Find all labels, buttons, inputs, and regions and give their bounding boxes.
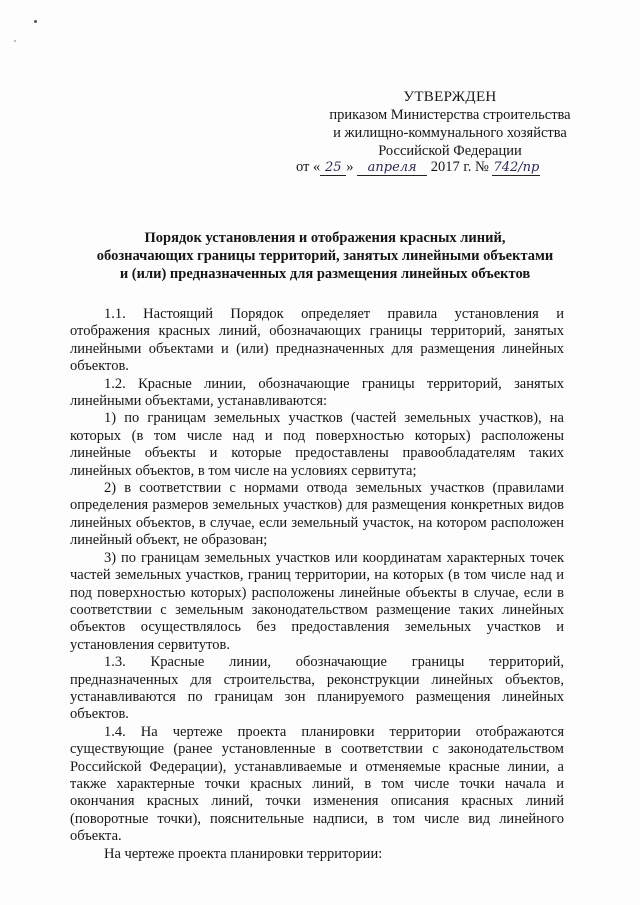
- title-line-1: Порядок установления и отображения красных линий,: [144, 230, 506, 246]
- paragraph-1-4: 1.4. На чертеже проекта планировки территории отображаются существующие (ранее установленные в соответствии с законодательством Российской Федерации), устанавливаемые и отменяемые красные линии, а также характерные точки красных линий, в том числе точки начала и окончания красных линий, точки изменения описания красных линий (поворотные точки), пояснительные надписи, в том числе вид линейного объекта.: [70, 723, 564, 845]
- paragraph-item-2: 2) в соответствии с нормами отвода земельных участков (правилами определения размеров земельных участков) для размещения конкретных видов линейных объектов, в случае, если земельный участок, на котором расположен линейный объект, не образован;: [70, 480, 564, 549]
- paragraph-drawing-intro: На чертеже проекта планировки территории:: [104, 845, 383, 862]
- document-body: [70, 306, 564, 863]
- paragraph-item-3: 3) по границам земельных участков или координатам характерных точек частей земельных участков, границ территории, на которых (в том числе над и под поверхностью которых) расположены линейные объекты в случае, если в соответствии с земельным законодательством размещение таких линейных объектов осуществлялось без предоставления земельных участков и установления сервитутов.: [70, 549, 564, 653]
- approval-heading: УТВЕРЖДЕН: [403, 89, 497, 105]
- order-number-handwritten: 742/пр: [493, 160, 540, 175]
- approval-line-housing: и жилищно-коммунального хозяйства: [333, 125, 567, 141]
- paragraph-item-1: 1) по границам земельных участков (частей земельных участков), на которых (в том числе над и под поверхностью которых) расположены линейные объекты и которые предоставлены правообладателям таких линейных объектов, в том числе на условиях сервитута;: [70, 410, 564, 479]
- scan-speck: [14, 40, 16, 42]
- title-line-3: и (или) предназначенных для размещения линейных объектов: [119, 266, 531, 282]
- order-day-field: [320, 160, 346, 176]
- order-year-label: 2017 г. №: [430, 159, 489, 175]
- paragraph-1-3: 1.3. Красные линии, обозначающие границы территорий, предназначенных для строительства, реконструкции линейных объектов, устанавливаются по границам зон планируемого размещения линейных объектов.: [70, 654, 564, 723]
- order-date-number-line: [296, 158, 616, 176]
- scan-speck: [34, 20, 37, 23]
- order-month-handwritten: апреля: [367, 160, 417, 175]
- paragraph-1-1: 1.1. Настоящий Порядок определяет правила установления и отображения красных линий, обозначающих границы территорий, занятых линейными объектами и (или) предназначенных для размещения линейных объектов.: [70, 306, 564, 375]
- order-day-handwritten: 25: [325, 160, 342, 175]
- quote-open: «: [313, 159, 321, 175]
- order-month-field: [357, 160, 427, 176]
- document-title: [90, 229, 560, 283]
- paragraph-1-2: 1.2. Красные линии, обозначающие границы территорий, занятых линейными объектами, устанавливаются:: [70, 375, 564, 410]
- approval-block: [300, 88, 600, 160]
- approval-line-ministry: приказом Министерства строительства: [329, 107, 571, 123]
- approval-line-country: Российской Федерации: [378, 143, 522, 159]
- order-ot-label: от: [296, 159, 310, 175]
- quote-close: »: [346, 159, 354, 175]
- order-number-field: [492, 160, 540, 176]
- title-line-2: обозначающих границы территорий, занятых линейными объектами: [96, 248, 554, 264]
